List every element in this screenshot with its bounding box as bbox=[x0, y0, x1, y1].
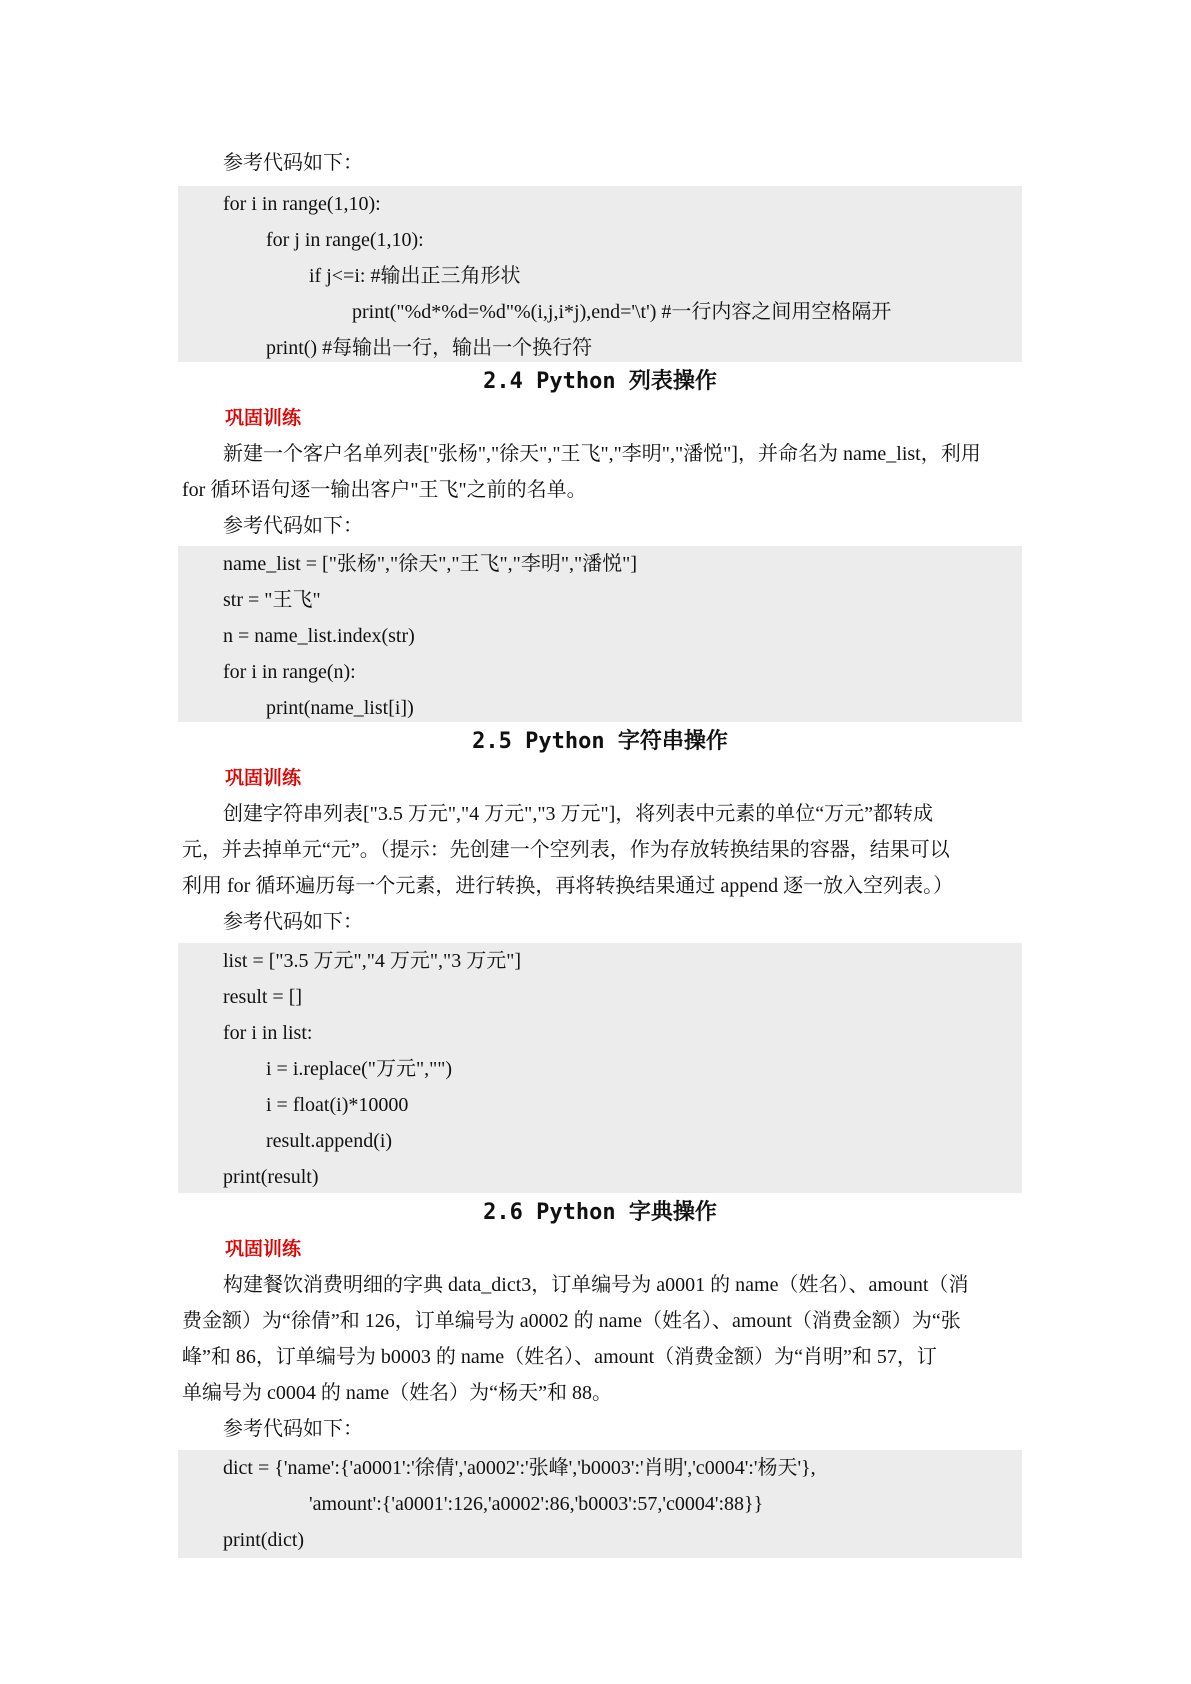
code-line: print(name_list[i]) bbox=[266, 697, 414, 719]
code-line: print("%d*%d=%d"%(i,j,i*j),end='\t') #一行内容之间用空格隔开 bbox=[352, 301, 892, 323]
reference-code-label: 参考代码如下： bbox=[223, 515, 363, 537]
code-line: result.append(i) bbox=[266, 1130, 393, 1152]
code-block-dict bbox=[178, 1450, 1022, 1558]
paragraph-line: 费金额）为“徐倩”和 126，订单编号为 a0002 的 name（姓名）、amount（消费金额）为“张 bbox=[182, 1310, 961, 1332]
section-title-string-ops: 2.5 Python 字符串操作 bbox=[472, 729, 728, 754]
code-block-string bbox=[178, 943, 1022, 1193]
code-block-list bbox=[178, 546, 1022, 722]
code-line: for i in range(1,10): bbox=[223, 193, 381, 215]
code-line: print(result) bbox=[223, 1166, 319, 1188]
reference-code-label: 参考代码如下： bbox=[223, 911, 363, 933]
drill-heading: 巩固训练 bbox=[225, 1238, 302, 1260]
code-line: print() #每输出一行，输出一个换行符 bbox=[266, 337, 593, 359]
paragraph-line: 创建字符串列表["3.5 万元","4 万元","3 万元"]，将列表中元素的单位“万元”都转成 bbox=[223, 803, 934, 825]
reference-code-label: 参考代码如下： bbox=[223, 1418, 363, 1440]
paragraph-line: for 循环语句逐一输出客户"王飞"之前的名单。 bbox=[182, 479, 587, 501]
code-line: dict = {'name':{'a0001':'徐倩','a0002':'张峰','b0003':'肖明','c0004':'杨天'}, bbox=[223, 1457, 816, 1479]
paragraph-line: 构建餐饮消费明细的字典 data_dict3，订单编号为 a0001 的 name（姓名）、amount（消 bbox=[223, 1274, 969, 1296]
code-line: 'amount':{'a0001':126,'a0002':86,'b0003':57,'c0004':88}} bbox=[309, 1493, 764, 1515]
code-line: i = i.replace("万元","") bbox=[266, 1058, 453, 1080]
code-line: name_list = ["张杨","徐天","王飞","李明","潘悦"] bbox=[223, 553, 638, 575]
code-line: for i in range(n): bbox=[223, 661, 356, 683]
paragraph-line: 新建一个客户名单列表["张杨","徐天","王飞","李明","潘悦"]，并命名为 name_list，利用 bbox=[223, 443, 981, 465]
section-title-dict-ops: 2.6 Python 字典操作 bbox=[483, 1200, 717, 1225]
code-line: result = [] bbox=[223, 986, 303, 1008]
code-line: str = "王飞" bbox=[223, 589, 321, 611]
code-line: n = name_list.index(str) bbox=[223, 625, 415, 647]
reference-code-label: 参考代码如下： bbox=[223, 152, 363, 174]
code-line: list = ["3.5 万元","4 万元","3 万元"] bbox=[223, 950, 522, 972]
code-block-nested-loop bbox=[178, 186, 1022, 362]
code-line: for j in range(1,10): bbox=[266, 229, 424, 251]
code-line: if j<=i: #输出正三角形状 bbox=[309, 265, 521, 287]
paragraph-line: 利用 for 循环遍历每一个元素，进行转换，再将转换结果通过 append 逐一放入空列表。） bbox=[182, 875, 954, 897]
code-line: for i in list: bbox=[223, 1022, 313, 1044]
section-title-list-ops: 2.4 Python 列表操作 bbox=[483, 369, 717, 394]
paragraph-line: 峰”和 86，订单编号为 b0003 的 name（姓名）、amount（消费金额）为“肖明”和 57，订 bbox=[182, 1346, 937, 1368]
drill-heading: 巩固训练 bbox=[225, 407, 302, 429]
paragraph-line: 单编号为 c0004 的 name（姓名）为“杨天”和 88。 bbox=[182, 1382, 612, 1404]
drill-heading: 巩固训练 bbox=[225, 767, 302, 789]
paragraph-line: 元，并去掉单元“元”。（提示：先创建一个空列表，作为存放转换结果的容器，结果可以 bbox=[182, 839, 950, 861]
code-line: print(dict) bbox=[223, 1529, 305, 1551]
code-line: i = float(i)*10000 bbox=[266, 1094, 409, 1116]
